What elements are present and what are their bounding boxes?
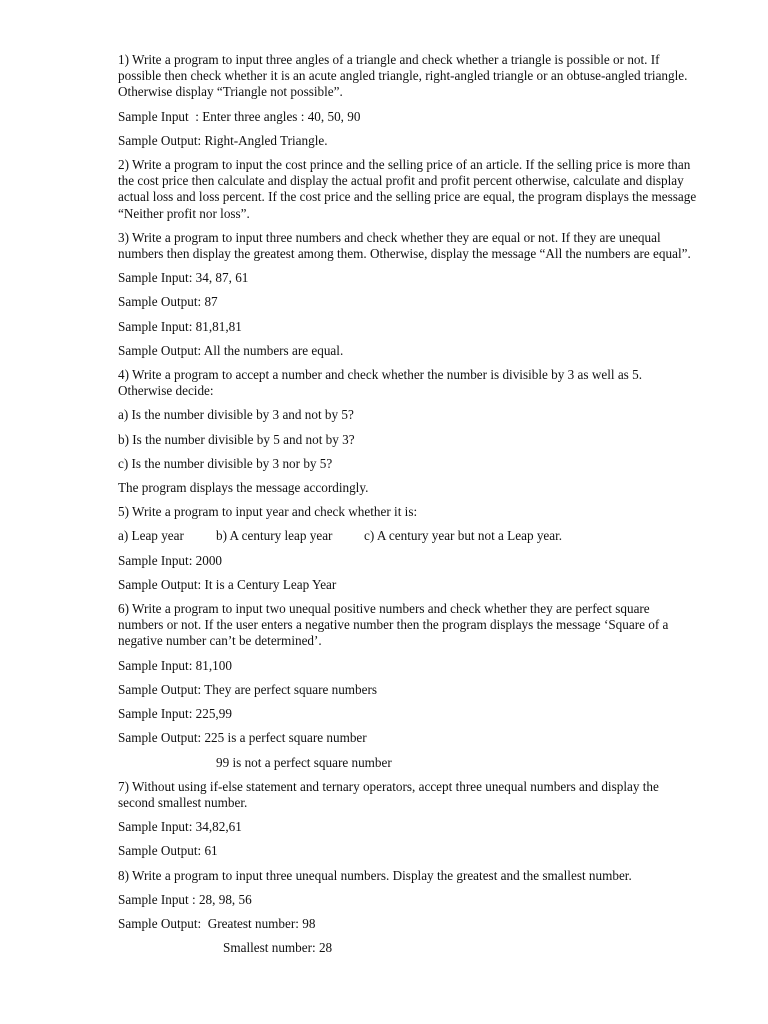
question-4-option-b: b) Is the number divisible by 5 and not by 3? <box>118 431 355 447</box>
document-page <box>118 52 698 964</box>
question-7-sample-output: Sample Output: 61 <box>118 843 218 859</box>
question-4-text: 4) Write a program to accept a number and check whether the number is divisible by 3 as well as 5. Otherwise decide: <box>118 367 642 399</box>
question-5-option-b: b) A century leap year <box>216 528 333 544</box>
question-3-sample-output-1: Sample Output: 87 <box>118 294 218 310</box>
question-6-sample-input-2: Sample Input: 225,99 <box>118 706 232 722</box>
question-1-sample-input: Sample Input : Enter three angles : 40, 50, 90 <box>118 108 361 124</box>
question-8-sample-output-continued: Smallest number: 28 <box>223 940 333 956</box>
question-3-sample-input-2: Sample Input: 81,81,81 <box>118 318 242 334</box>
question-5-options <box>118 528 698 544</box>
question-6-sample-output-2: Sample Output: 225 is a perfect square number <box>118 730 367 746</box>
question-5-option-c: c) A century year but not a Leap year. <box>364 528 563 544</box>
question-4-option-c: c) Is the number divisible by 3 nor by 5? <box>118 455 333 471</box>
question-5-sample-input: Sample Input: 2000 <box>118 552 223 568</box>
question-4-option-a: a) Is the number divisible by 3 and not by 5? <box>118 407 354 423</box>
question-4-closing: The program displays the message accordingly. <box>118 480 369 496</box>
question-8-sample-output: Sample Output: Greatest number: 98 <box>118 915 316 931</box>
question-6-sample-output-1: Sample Output: They are perfect square numbers <box>118 681 378 697</box>
question-3-text: 3) Write a program to input three numbers and check whether they are equal or not. If they are unequal numbers then display the greatest among them. Otherwise, display the message “All the numbers are equal”. <box>118 229 691 262</box>
question-5-option-a: a) Leap year <box>118 528 184 544</box>
question-1-text: 1) Write a program to input three angles of a triangle and check whether a triangle is possible or not. If possible then check whether it is an acute angled triangle, right-angled triangle or an obtuse-angled triangle. Otherwise display “Triangle not possible”. <box>118 52 688 100</box>
question-7-text: 7) Without using if-else statement and ternary operators, accept three unequal numbers and display the second smallest number. <box>118 778 659 810</box>
question-2-text: 2) Write a program to input the cost prince and the selling price of an article. If the selling price is more than the cost price then calculate and display the actual profit and profit percent otherwise, calculate and display actual loss and loss percent. If the cost price and the selling price are equal, the program displays the message “Neither profit nor loss”. <box>118 157 697 221</box>
question-5-text: 5) Write a program to input year and check whether it is: <box>118 504 418 520</box>
question-6-sample-output-2-continued: 99 is not a perfect square number <box>216 754 392 770</box>
question-3-sample-input-1: Sample Input: 34, 87, 61 <box>118 270 249 286</box>
question-8-text: 8) Write a program to input three unequal numbers. Display the greatest and the smallest number. <box>118 867 632 883</box>
question-1-sample-output: Sample Output: Right-Angled Triangle. <box>118 132 328 148</box>
question-6-sample-input-1: Sample Input: 81,100 <box>118 657 232 673</box>
question-6-text: 6) Write a program to input two unequal positive numbers and check whether they are perfect square numbers or not. If the user enters a negative number then the program displays the message ‘Square of a negative number can’t be determined’. <box>118 601 669 649</box>
question-5-sample-output: Sample Output: It is a Century Leap Year <box>118 576 337 592</box>
question-3-sample-output-2: Sample Output: All the numbers are equal. <box>118 342 344 358</box>
question-7-sample-input: Sample Input: 34,82,61 <box>118 819 242 835</box>
question-8-sample-input: Sample Input : 28, 98, 56 <box>118 891 252 907</box>
